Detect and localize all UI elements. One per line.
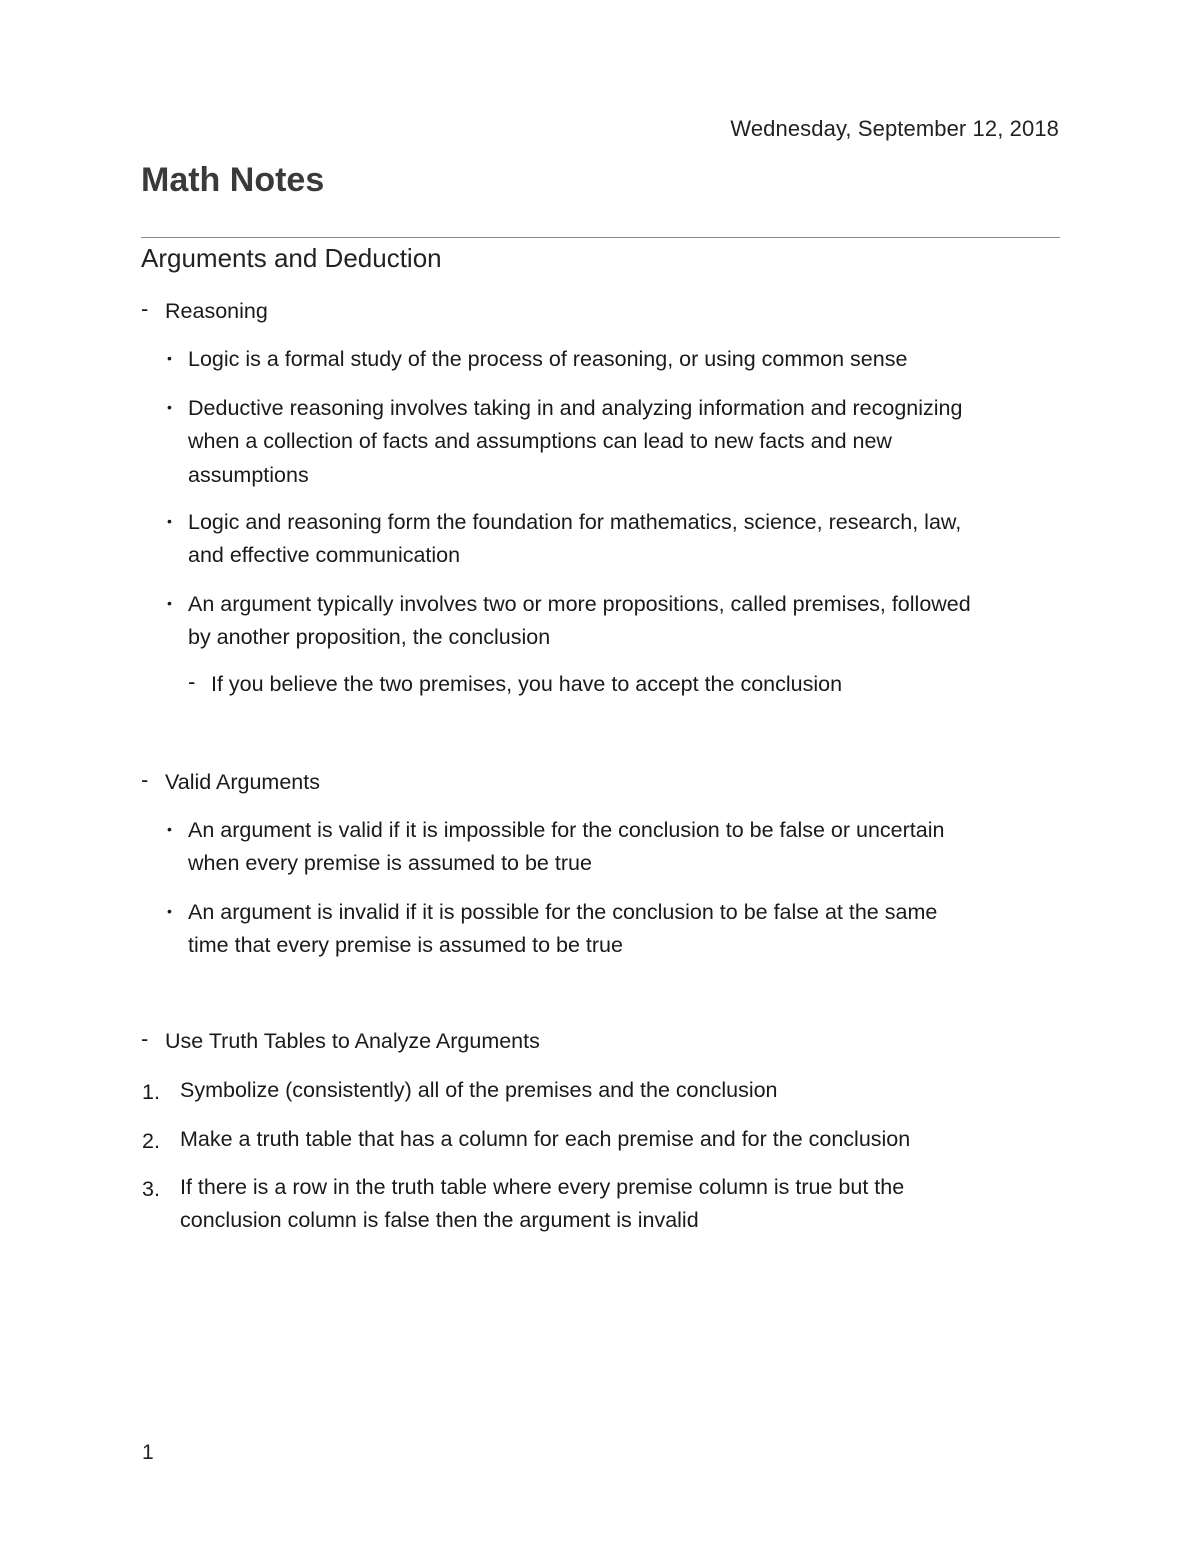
sub-list-item: If you believe the two premises, you have to accept the conclusion bbox=[211, 672, 843, 696]
list-item-continued: and effective communication bbox=[188, 543, 461, 567]
page-title: Math Notes bbox=[141, 161, 325, 199]
step-number: 2. bbox=[142, 1129, 160, 1153]
list-item: Logic and reasoning form the foundation for mathematics, science, research, law, bbox=[188, 510, 962, 534]
numbered-item: If there is a row in the truth table where every premise column is true but the bbox=[180, 1175, 905, 1199]
bullet-marker: • bbox=[167, 399, 172, 415]
numbered-item: Symbolize (consistently) all of the premises and the conclusion bbox=[180, 1078, 778, 1102]
numbered-item: Make a truth table that has a column for each premise and for the conclusion bbox=[180, 1127, 911, 1151]
section-heading: Arguments and Deduction bbox=[141, 243, 442, 273]
dash-marker: - bbox=[141, 767, 149, 792]
step-number: 3. bbox=[142, 1177, 160, 1201]
list-item: An argument is valid if it is impossible for the conclusion to be false or uncertain bbox=[188, 818, 945, 842]
list-item: An argument typically involves two or more propositions, called premises, followed bbox=[188, 592, 971, 616]
list-item-continued: by another proposition, the conclusion bbox=[188, 625, 551, 649]
topic-heading-truth-tables: Use Truth Tables to Analyze Arguments bbox=[165, 1029, 540, 1053]
page-number: 1 bbox=[142, 1441, 154, 1464]
list-item: An argument is invalid if it is possible for the conclusion to be false at the same bbox=[188, 900, 938, 924]
topic-heading-reasoning: Reasoning bbox=[165, 299, 268, 323]
dash-marker: - bbox=[141, 296, 149, 321]
dash-marker: - bbox=[188, 669, 196, 694]
list-item-continued: assumptions bbox=[188, 463, 309, 487]
numbered-item-continued: conclusion column is false then the argument is invalid bbox=[180, 1208, 699, 1232]
bullet-marker: • bbox=[167, 350, 172, 366]
list-item-continued: when every premise is assumed to be true bbox=[188, 851, 592, 875]
dash-marker: - bbox=[141, 1026, 149, 1051]
bullet-marker: • bbox=[167, 595, 172, 611]
list-item-continued: time that every premise is assumed to be true bbox=[188, 933, 623, 957]
bullet-marker: • bbox=[167, 513, 172, 529]
title-divider bbox=[141, 237, 1060, 238]
step-number: 1. bbox=[142, 1080, 160, 1104]
bullet-marker: • bbox=[167, 821, 172, 837]
list-item: Logic is a formal study of the process of reasoning, or using common sense bbox=[188, 347, 908, 371]
date-label: Wednesday, September 12, 2018 bbox=[730, 116, 1059, 141]
list-item: Deductive reasoning involves taking in and analyzing information and recognizing bbox=[188, 396, 963, 420]
topic-heading-valid: Valid Arguments bbox=[165, 770, 320, 794]
list-item-continued: when a collection of facts and assumptions can lead to new facts and new bbox=[188, 429, 892, 453]
bullet-marker: • bbox=[167, 903, 172, 919]
